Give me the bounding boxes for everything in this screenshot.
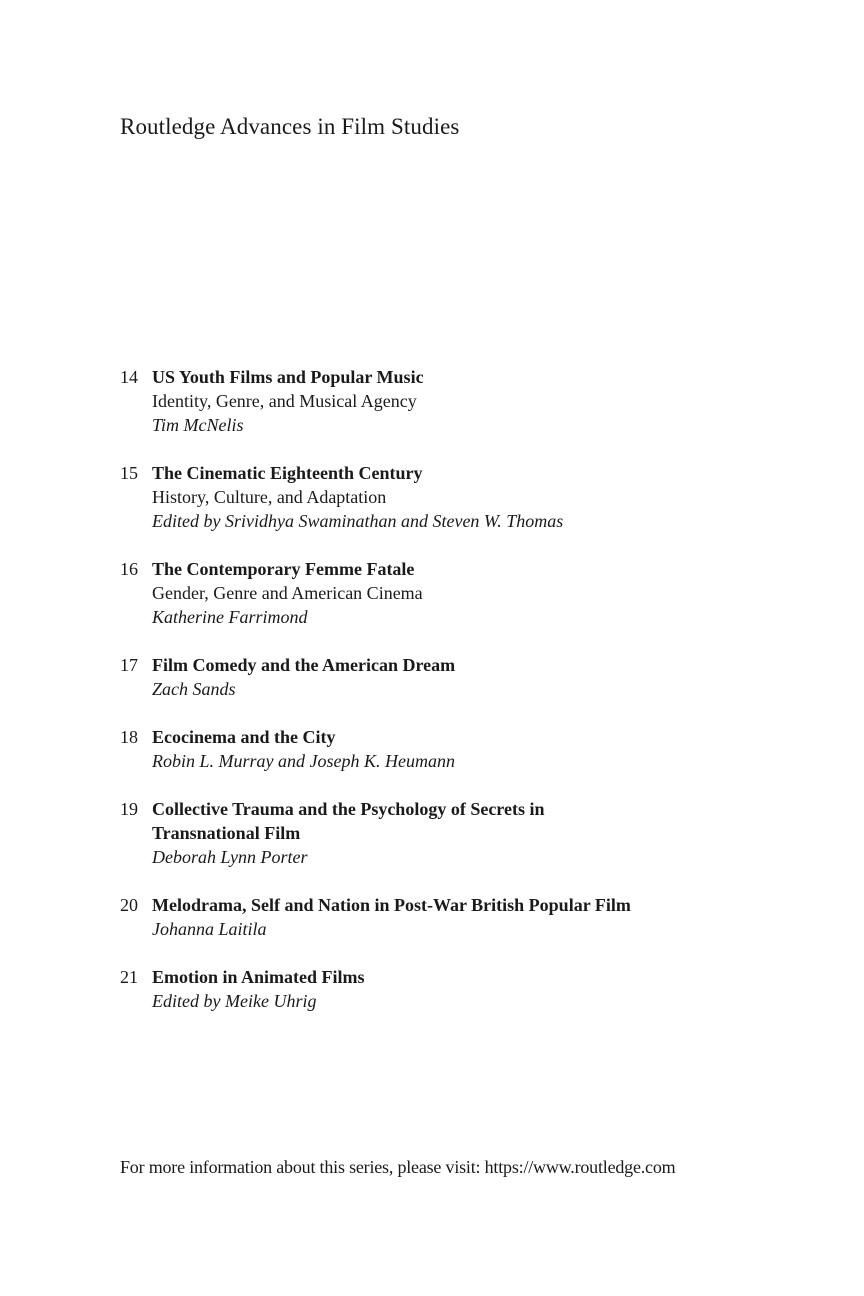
book-number: 18 [120,727,138,747]
book-author: Zach Sands [152,679,236,699]
book-entry-14 [120,365,820,437]
book-number: 17 [120,655,138,675]
book-author: Deborah Lynn Porter [152,847,308,867]
book-author: Tim McNelis [152,415,244,435]
book-author: Johanna Laitila [152,919,267,939]
book-subtitle: History, Culture, and Adaptation [152,487,387,507]
book-author: Katherine Farrimond [152,607,308,627]
book-author: Robin L. Murray and Joseph K. Heumann [152,751,455,771]
book-entry-15 [120,461,820,533]
book-title: Melodrama, Self and Nation in Post-War British Popular Film [152,895,631,915]
book-number: 15 [120,463,138,483]
book-subtitle: Identity, Genre, and Musical Agency [152,391,417,411]
book-number: 16 [120,559,138,579]
book-title: Ecocinema and the City [152,727,336,747]
book-title: The Contemporary Femme Fatale [152,559,415,579]
book-entry-18 [120,725,820,773]
book-title: Film Comedy and the American Dream [152,655,456,675]
book-author: Edited by Srividhya Swaminathan and Steven W. Thomas [152,511,564,531]
book-title: Emotion in Animated Films [152,967,365,987]
book-number: 19 [120,799,138,819]
book-list [120,365,820,1013]
series-title: Routledge Advances in Film Studies [120,114,460,139]
book-title: The Cinematic Eighteenth Century [152,463,423,483]
book-number: 14 [120,367,138,387]
book-title: US Youth Films and Popular Music [152,367,424,387]
book-entry-19 [120,797,820,869]
book-number: 21 [120,967,138,987]
book-number: 20 [120,895,138,915]
book-author: Edited by Meike Uhrig [152,991,317,1011]
book-title: Collective Trauma and the Psychology of Secrets in Transnational Film [152,799,545,843]
book-entry-16 [120,557,820,629]
book-entry-20 [120,893,820,941]
book-entry-17 [120,653,820,701]
book-entry-21 [120,965,820,1013]
book-subtitle: Gender, Genre and American Cinema [152,583,423,603]
series-info-footer: For more information about this series, please visit: https://www.routledge.com [120,1157,676,1177]
